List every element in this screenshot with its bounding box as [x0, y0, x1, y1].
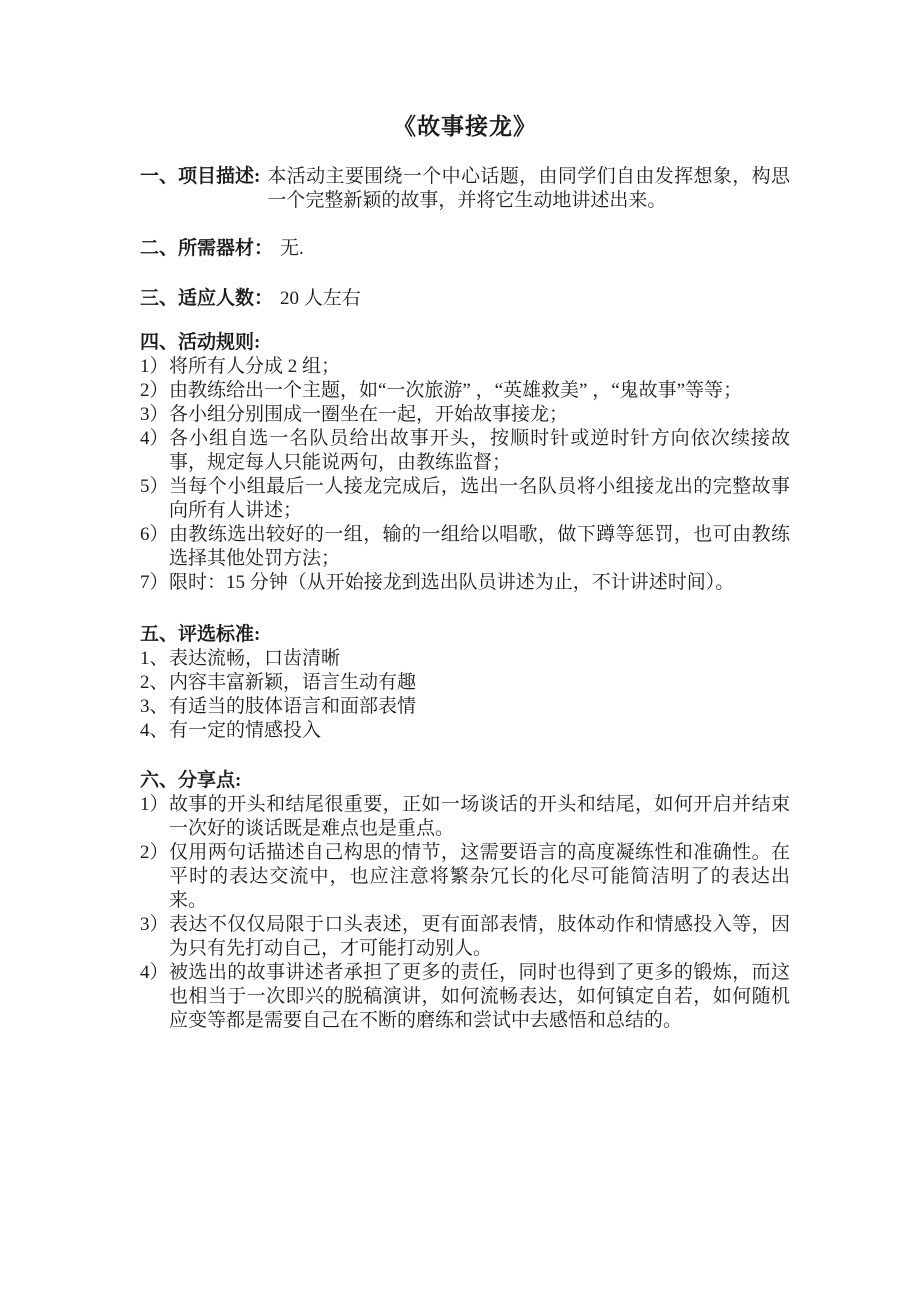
criteria-text: 有一定的情感投入 — [169, 720, 322, 741]
criteria-item — [140, 647, 790, 671]
rule-text: 限时：15 分钟（从开始接龙到选出队员讲述为止，不计讲述时间）。 — [169, 572, 735, 593]
rule-item — [140, 403, 790, 427]
document-title: 《故事接龙》 — [393, 114, 537, 139]
rule-item — [140, 379, 790, 403]
sharing-point-text: 表达不仅仅局限于口头表述，更有面部表情，肢体动作和情感投入等，因为只有先打动自己，才可能打动别人。 — [169, 914, 790, 959]
sharing-point-item — [140, 961, 790, 1033]
criteria-number: 3、 — [140, 696, 169, 717]
criteria-number: 4、 — [140, 720, 169, 741]
activity-rules-list — [140, 355, 790, 595]
sharing-point-item — [140, 913, 790, 961]
sharing-point-text: 故事的开头和结尾很重要，正如一场谈话的开头和结尾，如何开启并结束一次好的谈话既是难点也是重点。 — [169, 794, 790, 839]
rule-number: 7） — [140, 572, 169, 593]
sharing-point-number: 2） — [140, 842, 169, 863]
sharing-point-text: 仅用两句话描述自己构思的情节，这需要语言的高度凝练性和准确性。在平时的表达交流中，也应注意将繁杂冗长的化尽可能简洁明了的表达出来。 — [169, 842, 790, 911]
criteria-number: 2、 — [140, 672, 169, 693]
rule-item — [140, 427, 790, 475]
section-activity-rules — [140, 331, 790, 595]
criteria-item — [140, 695, 790, 719]
rule-number: 4） — [140, 428, 169, 449]
rule-number: 2） — [140, 380, 169, 401]
sharing-point-item — [140, 793, 790, 841]
judging-criteria-list — [140, 647, 790, 743]
criteria-item — [140, 719, 790, 743]
rule-text: 将所有人分成 2 组； — [169, 356, 341, 377]
rule-number: 1） — [140, 356, 169, 377]
required-equipment-value: 无. — [280, 238, 304, 259]
section-project-description — [140, 165, 790, 213]
sharing-point-item — [140, 841, 790, 913]
rule-item — [140, 475, 790, 523]
sharing-point-number: 1） — [140, 794, 169, 815]
criteria-number: 1、 — [140, 648, 169, 669]
rule-item — [140, 523, 790, 571]
criteria-text: 表达流畅，口齿清晰 — [169, 648, 341, 669]
rule-text: 当每个小组最后一人接龙完成后，选出一名队员将小组接龙出的完整故事向所有人讲述； — [169, 476, 790, 521]
activity-rules-heading: 四、活动规则: — [140, 332, 261, 353]
section-label-suitable-headcount: 三、适应人数： — [140, 288, 274, 309]
judging-criteria-heading: 五、评选标准: — [140, 624, 261, 645]
criteria-text: 内容丰富新颖，语言生动有趣 — [169, 672, 417, 693]
sharing-points-heading: 六、分享点: — [140, 770, 242, 791]
section-label-project-description: 一、项目描述: — [140, 166, 261, 187]
section-sharing-points — [140, 769, 790, 1033]
criteria-text: 有适当的肢体语言和面部表情 — [169, 696, 417, 717]
rule-item — [140, 571, 790, 595]
section-suitable-headcount — [140, 287, 790, 311]
sharing-points-list — [140, 793, 790, 1033]
rule-item — [140, 355, 790, 379]
rule-number: 3） — [140, 404, 169, 425]
sharing-point-number: 3） — [140, 914, 169, 935]
rule-text: 由教练给出一个主题，如“一次旅游” ，“英雄救美” ，“鬼故事”等等； — [169, 380, 743, 401]
rule-text: 各小组自选一名队员给出故事开头，按顺时针或逆时针方向依次续接故事，规定每人只能说两句，由教练监督； — [169, 428, 790, 473]
sharing-point-text: 被选出的故事讲述者承担了更多的责任，同时也得到了更多的锻炼，而这也相当于一次即兴的脱稿演讲，如何流畅表达，如何镇定自若，如何随机应变等都是需要自己在不断的磨练和尝试中去感悟和总结的。 — [169, 962, 790, 1031]
rule-text: 由教练选出较好的一组，输的一组给以唱歌，做下蹲等惩罚，也可由教练选择其他处罚方法； — [169, 524, 790, 569]
section-label-required-equipment: 二、所需器材： — [140, 238, 274, 259]
sharing-point-number: 4） — [140, 962, 169, 983]
section-judging-criteria — [140, 623, 790, 743]
criteria-item — [140, 671, 790, 695]
project-description-text: 本活动主要围绕一个中心话题，由同学们自由发挥想象，构思一个完整新颖的故事，并将它生动地讲述出来。 — [267, 166, 790, 211]
rule-number: 5） — [140, 476, 169, 497]
suitable-headcount-value: 20 人左右 — [280, 288, 361, 309]
section-required-equipment — [140, 237, 790, 261]
rule-number: 6） — [140, 524, 169, 545]
rule-text: 各小组分别围成一圈坐在一起，开始故事接龙； — [169, 404, 569, 425]
